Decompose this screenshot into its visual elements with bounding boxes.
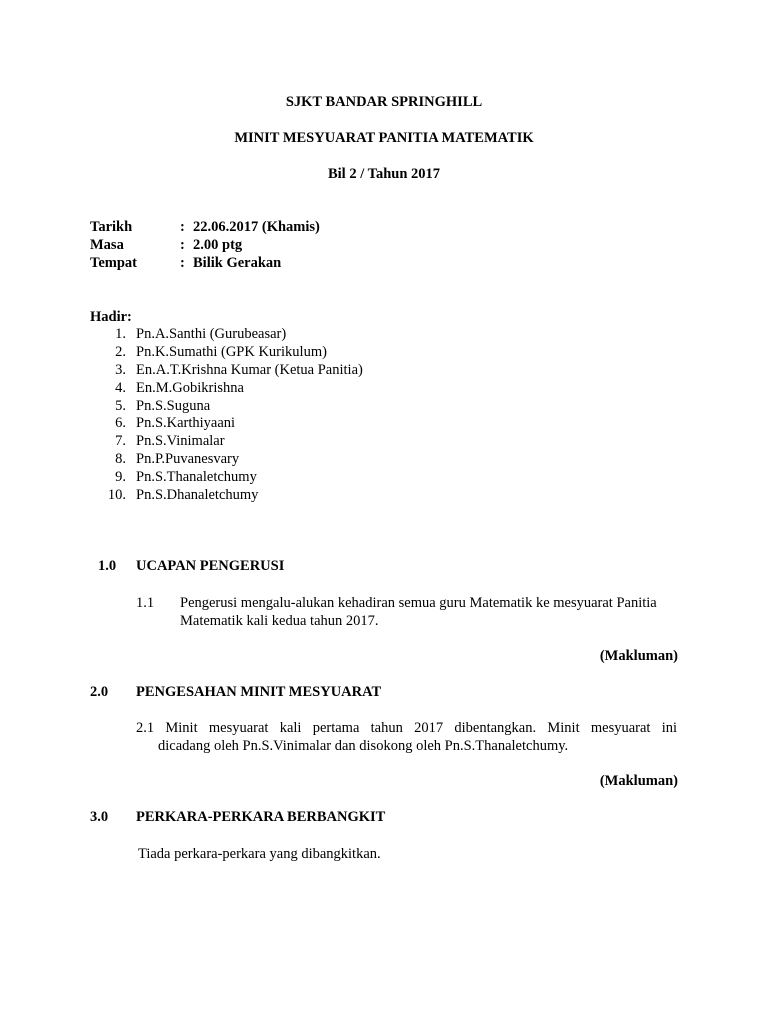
section-number: 2.0 bbox=[90, 684, 109, 700]
time-label: Masa bbox=[90, 237, 124, 253]
place-separator: : bbox=[180, 255, 185, 271]
list-item: Pn.S.Suguna bbox=[136, 398, 211, 414]
list-item-number: 3. bbox=[115, 362, 126, 378]
list-item-number: 1. bbox=[115, 326, 126, 342]
note-label: (Makluman) bbox=[599, 773, 678, 789]
attendance-heading: Hadir: bbox=[90, 309, 132, 325]
date-value: 22.06.2017 (Khamis) bbox=[193, 219, 320, 235]
document-title: MINIT MESYUARAT PANITIA MATEMATIK bbox=[234, 130, 534, 146]
place-value: Bilik Gerakan bbox=[193, 255, 282, 271]
item-text-line: 2.1 Minit mesyuarat kali pertama tahun 2017 dibentangkan. Minit mesyuarat ini bbox=[136, 720, 677, 736]
school-name: SJKT BANDAR SPRINGHILL bbox=[285, 94, 483, 110]
meeting-number: Bil 2 / Tahun 2017 bbox=[327, 166, 441, 182]
section-title: UCAPAN PENGERUSI bbox=[136, 558, 285, 574]
list-item-number: 2. bbox=[115, 344, 126, 360]
list-item: Pn.P.Puvanesvary bbox=[136, 451, 240, 467]
section-title: PERKARA-PERKARA BERBANGKIT bbox=[136, 809, 386, 825]
list-item: En.A.T.Krishna Kumar (Ketua Panitia) bbox=[136, 362, 363, 378]
item-text-line: dicadang oleh Pn.S.Vinimalar dan disokong oleh Pn.S.Thanaletchumy. bbox=[158, 738, 569, 754]
item-text-line: Pengerusi mengalu-alukan kehadiran semua guru Matematik ke mesyuarat Panitia bbox=[180, 595, 657, 611]
time-value: 2.00 ptg bbox=[193, 237, 243, 253]
list-item-number: 6. bbox=[115, 415, 126, 431]
list-item: Pn.S.Thanaletchumy bbox=[136, 469, 257, 485]
date-separator: : bbox=[180, 219, 185, 235]
list-item-number: 4. bbox=[115, 380, 126, 396]
list-item: Pn.K.Sumathi (GPK Kurikulum) bbox=[136, 344, 327, 360]
list-item-number: 8. bbox=[115, 451, 126, 467]
date-label: Tarikh bbox=[90, 219, 133, 235]
list-item-number: 5. bbox=[115, 398, 126, 414]
time-separator: : bbox=[180, 237, 185, 253]
list-item: Pn.S.Vinimalar bbox=[136, 433, 225, 449]
place-label: Tempat bbox=[90, 255, 137, 271]
list-item-number: 10. bbox=[107, 487, 126, 503]
list-item: En.M.Gobikrishna bbox=[136, 380, 244, 396]
section-number: 1.0 bbox=[98, 558, 117, 574]
list-item: Pn.S.Karthiyaani bbox=[136, 415, 236, 431]
section-number: 3.0 bbox=[90, 809, 109, 825]
list-item: Pn.S.Dhanaletchumy bbox=[136, 487, 259, 503]
section-text: Tiada perkara-perkara yang dibangkitkan. bbox=[138, 846, 381, 862]
list-item-number: 9. bbox=[115, 469, 126, 485]
note-label: (Makluman) bbox=[599, 648, 678, 664]
section-title: PENGESAHAN MINIT MESYUARAT bbox=[136, 684, 382, 700]
list-item: Pn.A.Santhi (Gurubeasar) bbox=[136, 326, 287, 342]
list-item-number: 7. bbox=[115, 433, 126, 449]
item-text-line: Matematik kali kedua tahun 2017. bbox=[180, 613, 379, 629]
item-number: 1.1 bbox=[136, 595, 155, 611]
